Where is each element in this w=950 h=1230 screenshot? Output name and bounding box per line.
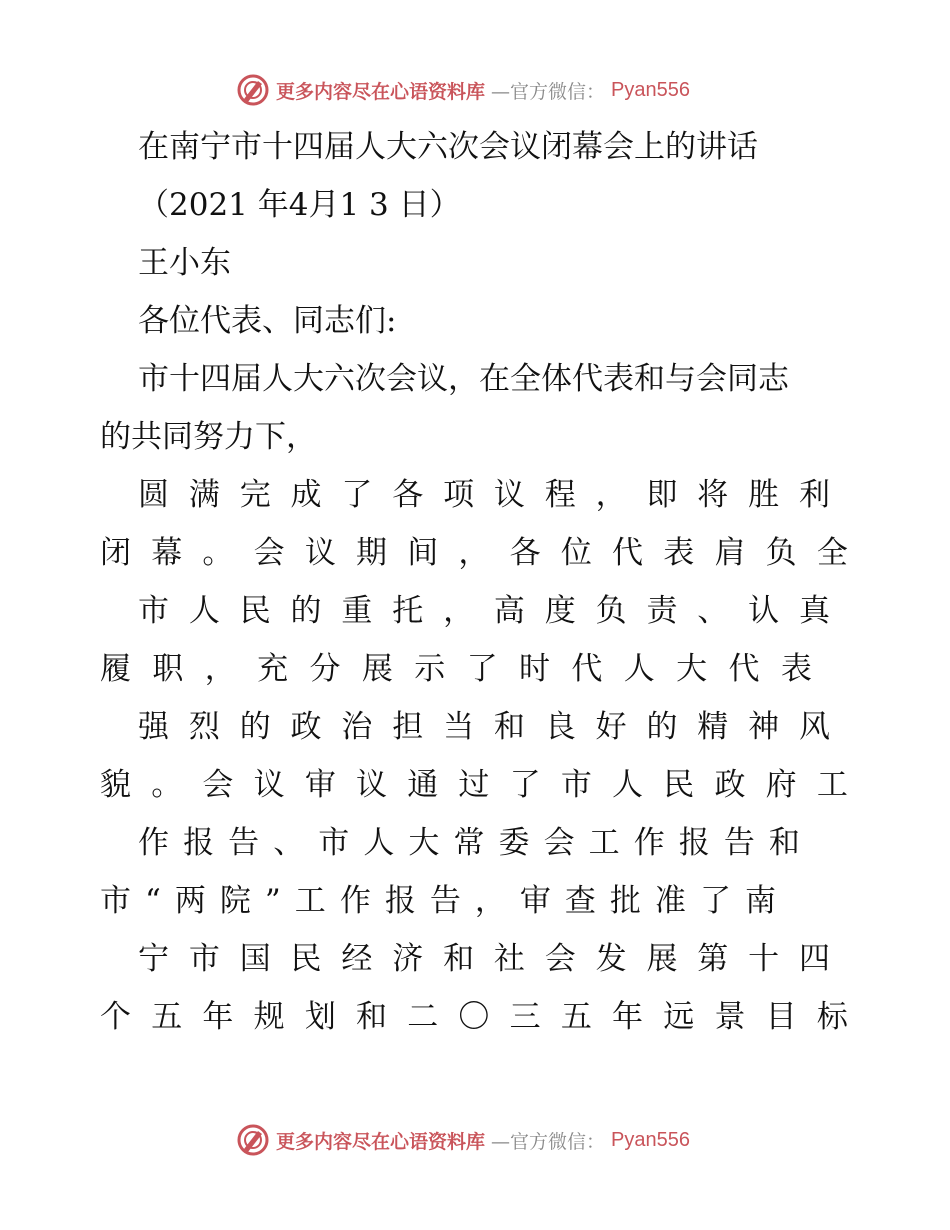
paragraph-line-1 — [0, 354, 950, 404]
glyph: 良 — [544, 709, 576, 745]
glyph: 烈 — [188, 709, 220, 745]
glyph: 精 — [697, 709, 729, 745]
glyph: 和 — [493, 709, 525, 745]
glyph: 告 — [723, 825, 755, 861]
glyph: 展 — [361, 651, 393, 687]
glyph: 的 — [646, 709, 678, 745]
glyph: 和 — [768, 825, 800, 861]
glyph: 重 — [341, 593, 373, 629]
glyph: 各 — [392, 477, 424, 513]
glyph: 的 — [239, 709, 271, 745]
glyph: 作 — [339, 883, 371, 919]
glyph: 民 — [239, 593, 271, 629]
glyph: 期 — [356, 535, 388, 571]
glyph: 完 — [239, 477, 271, 513]
document-title: 在南宁市十四届人大六次会议闭幕会上的讲话 — [138, 129, 758, 165]
paragraph-text-1: 市十四届人大六次会议，在全体代表和与会同志 — [138, 361, 789, 397]
glyph: 的 — [290, 593, 322, 629]
justified-line-9 — [138, 934, 830, 984]
paragraph-text-2: 的共同努力下， — [100, 419, 317, 455]
glyph: 人 — [612, 767, 644, 803]
glyph: 报 — [384, 883, 416, 919]
paragraph-line-2 — [0, 412, 950, 462]
glyph: 各 — [509, 535, 541, 571]
glyph: 市 — [318, 825, 350, 861]
glyph: 全 — [816, 535, 848, 571]
justified-line-6 — [100, 760, 848, 810]
glyph: 责 — [646, 593, 678, 629]
glyph: 大 — [408, 825, 440, 861]
glyph: 时 — [519, 651, 550, 687]
glyph: 作 — [138, 825, 169, 861]
glyph: 代 — [728, 651, 760, 687]
glyph: 展 — [646, 941, 678, 977]
glyph: 充 — [257, 651, 289, 687]
glyph: 三 — [509, 999, 541, 1035]
glyph: 、 — [697, 593, 729, 629]
glyph: 告 — [429, 883, 461, 919]
glyph: 示 — [414, 651, 446, 687]
glyph: 了 — [699, 883, 731, 919]
glyph: 好 — [595, 709, 627, 745]
glyph: 通 — [407, 767, 439, 803]
pen-logo-icon — [236, 73, 270, 107]
glyph: 貌 — [100, 767, 131, 803]
glyph: 项 — [443, 477, 475, 513]
glyph: 政 — [714, 767, 746, 803]
glyph: ” — [264, 883, 281, 919]
glyph: 成 — [290, 477, 322, 513]
glyph: 和 — [356, 999, 388, 1035]
glyph: 幕 — [151, 535, 183, 571]
glyph: 审 — [304, 767, 336, 803]
glyph: 。 — [151, 767, 183, 803]
glyph: ， — [458, 535, 490, 571]
glyph: 位 — [560, 535, 592, 571]
glyph: 市 — [188, 941, 220, 977]
glyph: 两 — [174, 883, 206, 919]
glyph: 工 — [294, 883, 326, 919]
glyph: 五 — [151, 999, 183, 1035]
justified-line-10 — [100, 992, 848, 1042]
glyph: 市 — [560, 767, 592, 803]
glyph: 宁 — [138, 941, 169, 977]
glyph: 发 — [595, 941, 627, 977]
glyph: 胜 — [748, 477, 780, 513]
glyph: ， — [474, 883, 506, 919]
glyph: 分 — [309, 651, 341, 687]
glyph: 工 — [588, 825, 620, 861]
banner-mid-text: —官方微信： — [491, 80, 606, 103]
glyph: 和 — [443, 941, 475, 977]
justified-line-4 — [100, 644, 812, 694]
glyph: 即 — [646, 477, 678, 513]
glyph: 市 — [100, 883, 131, 919]
banner-lead-text: 更多内容尽在心语资料库 — [276, 80, 486, 103]
glyph: 社 — [493, 941, 525, 977]
glyph: 南 — [744, 883, 776, 919]
glyph: 人 — [623, 651, 655, 687]
glyph: 程 — [544, 477, 576, 513]
salutation-line — [0, 296, 950, 346]
glyph: 议 — [253, 767, 285, 803]
glyph: 济 — [392, 941, 424, 977]
justified-line-1 — [138, 470, 830, 520]
glyph: 院 — [219, 883, 251, 919]
glyph: 政 — [290, 709, 322, 745]
glyph: 常 — [453, 825, 485, 861]
glyph: 议 — [356, 767, 388, 803]
glyph: 经 — [341, 941, 373, 977]
glyph: 强 — [138, 709, 169, 745]
glyph: 大 — [676, 651, 708, 687]
watermark-banner-bottom — [236, 1122, 690, 1158]
glyph: 民 — [663, 767, 695, 803]
glyph: 代 — [571, 651, 603, 687]
glyph: 表 — [780, 651, 812, 687]
glyph: 二 — [407, 999, 439, 1035]
glyph: 审 — [519, 883, 551, 919]
glyph: 职 — [152, 651, 184, 687]
glyph: 真 — [798, 593, 830, 629]
glyph: 利 — [798, 477, 830, 513]
pen-logo-icon — [236, 1123, 270, 1157]
glyph: 人 — [188, 593, 220, 629]
glyph: ， — [595, 477, 627, 513]
glyph: 府 — [765, 767, 797, 803]
document-date: （2021 年4月1 3 日） — [138, 187, 461, 223]
glyph: 第 — [697, 941, 729, 977]
glyph: 划 — [304, 999, 336, 1035]
glyph: 〇 — [458, 999, 490, 1035]
glyph: 间 — [407, 535, 439, 571]
glyph: 治 — [341, 709, 373, 745]
glyph: 会 — [253, 535, 285, 571]
glyph: 了 — [509, 767, 541, 803]
glyph: 民 — [290, 941, 322, 977]
glyph: 作 — [633, 825, 665, 861]
glyph: 当 — [443, 709, 475, 745]
watermark-banner-top — [236, 72, 690, 108]
glyph: 目 — [765, 999, 797, 1035]
glyph: 规 — [253, 999, 285, 1035]
glyph: 将 — [697, 477, 729, 513]
glyph: 会 — [543, 825, 575, 861]
justified-line-5 — [138, 702, 830, 752]
glyph: 、 — [273, 825, 305, 861]
glyph: ， — [204, 651, 236, 687]
glyph: 圆 — [138, 477, 169, 513]
justified-line-8 — [100, 876, 776, 926]
document-date-line — [0, 180, 950, 230]
glyph: 负 — [765, 535, 797, 571]
glyph: 远 — [663, 999, 695, 1035]
glyph: 了 — [341, 477, 373, 513]
glyph: 工 — [816, 767, 848, 803]
glyph: ， — [443, 593, 475, 629]
glyph: 满 — [188, 477, 220, 513]
glyph: 履 — [100, 651, 131, 687]
banner-wechat-id: Pyan556 — [611, 78, 690, 101]
glyph: 委 — [498, 825, 530, 861]
glyph: 批 — [609, 883, 641, 919]
glyph: “ — [145, 883, 161, 919]
glyph: 报 — [183, 825, 215, 861]
glyph: 告 — [228, 825, 260, 861]
document-title-line — [0, 122, 950, 172]
justified-line-7 — [138, 818, 800, 868]
glyph: 议 — [493, 477, 525, 513]
banner-lead-text: 更多内容尽在心语资料库 — [276, 1130, 486, 1153]
author-name: 王小东 — [138, 245, 231, 281]
glyph: 议 — [304, 535, 336, 571]
glyph: 人 — [363, 825, 395, 861]
banner-mid-text: —官方微信： — [491, 1130, 606, 1153]
glyph: 代 — [612, 535, 644, 571]
glyph: 神 — [748, 709, 780, 745]
justified-line-3 — [138, 586, 830, 636]
glyph: 五 — [560, 999, 592, 1035]
glyph: 认 — [748, 593, 780, 629]
glyph: 担 — [392, 709, 424, 745]
glyph: 风 — [798, 709, 830, 745]
glyph: 年 — [202, 999, 234, 1035]
glyph: 过 — [458, 767, 490, 803]
banner-wechat-id: Pyan556 — [611, 1128, 690, 1151]
glyph: 准 — [654, 883, 686, 919]
glyph: 市 — [138, 593, 169, 629]
glyph: 景 — [714, 999, 746, 1035]
glyph: 会 — [202, 767, 234, 803]
glyph: 十 — [748, 941, 780, 977]
glyph: 个 — [100, 999, 131, 1035]
glyph: 高 — [493, 593, 525, 629]
salutation: 各位代表、同志们: — [138, 303, 397, 339]
glyph: 报 — [678, 825, 710, 861]
glyph: 国 — [239, 941, 271, 977]
glyph: 四 — [798, 941, 830, 977]
glyph: 查 — [564, 883, 596, 919]
glyph: 肩 — [714, 535, 746, 571]
glyph: 标 — [816, 999, 848, 1035]
justified-line-2 — [100, 528, 848, 578]
glyph: 会 — [544, 941, 576, 977]
glyph: 负 — [595, 593, 627, 629]
glyph: 年 — [612, 999, 644, 1035]
author-line — [0, 238, 950, 288]
glyph: 度 — [544, 593, 576, 629]
glyph: 。 — [202, 535, 234, 571]
glyph: 了 — [466, 651, 498, 687]
glyph: 托 — [392, 593, 424, 629]
glyph: 表 — [663, 535, 695, 571]
glyph: 闭 — [100, 535, 131, 571]
